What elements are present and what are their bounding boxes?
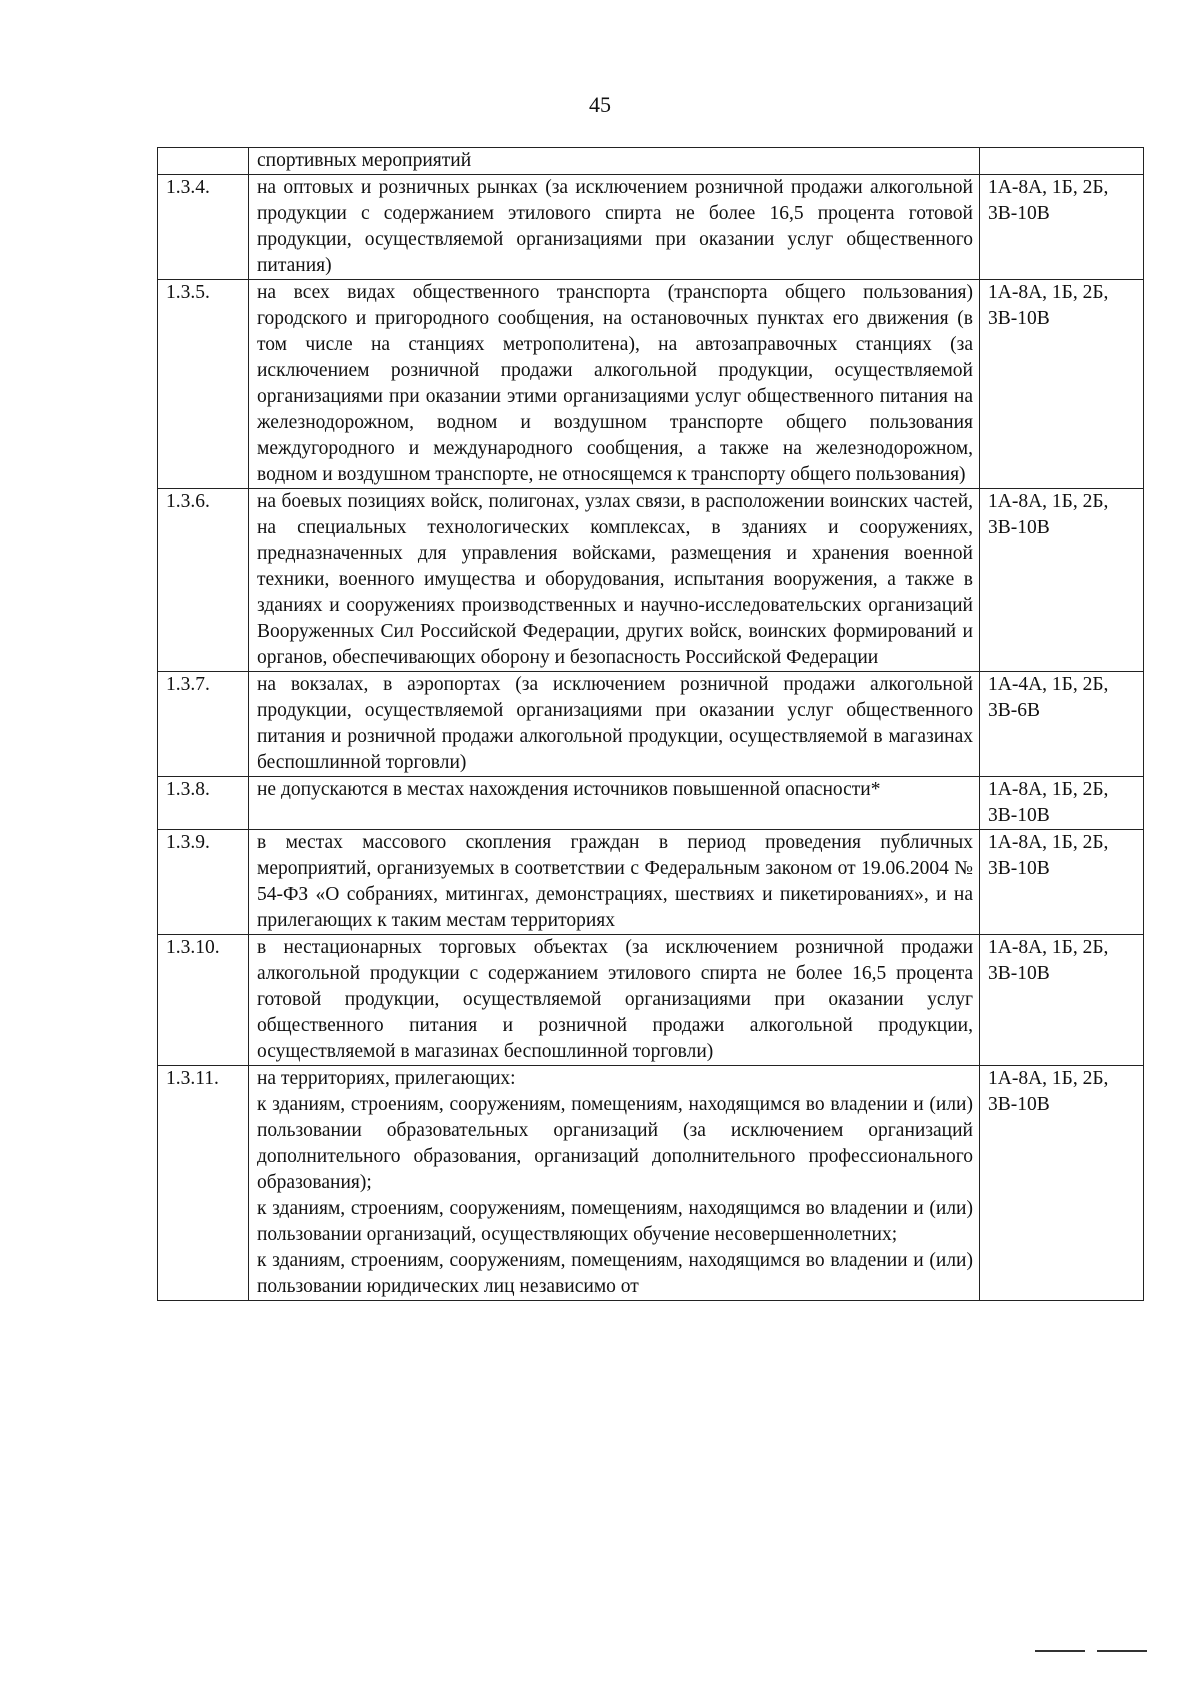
row-codes: 1А-8А, 1Б, 2Б, 3В-10В: [980, 935, 1144, 1066]
row-text-line: не допускаются в местах нахождения источников повышенной опасности*: [257, 779, 881, 800]
row-text: [249, 489, 980, 672]
row-number: 1.3.8.: [158, 777, 249, 830]
table-row: [158, 830, 1144, 935]
row-codes: 1А-8А, 1Б, 2Б, 3В-10В: [980, 830, 1144, 935]
row-number: [158, 148, 249, 175]
row-text-line: к зданиям, строениям, сооружениям, помещениям, находящимся во владении и (или) пользовании образовательных организаций (за исключением организаций дополнительного образования, организаций дополнительного профессионального образования);: [257, 1094, 973, 1193]
table-row: [158, 1066, 1144, 1301]
row-text: [249, 280, 980, 489]
row-codes: [980, 148, 1144, 175]
table-row: [158, 280, 1144, 489]
row-text-line: спортивных мероприятий: [257, 150, 472, 171]
row-text-line: на оптовых и розничных рынках (за исключением розничной продажи алкогольной продукции с содержанием этилового спирта не более 16,5 процента готовой продукции, осуществляемой организациями при оказании услуг общественного питания): [257, 177, 973, 276]
footer-rule-segment: [1097, 1650, 1147, 1652]
table-row: [158, 148, 1144, 175]
footer-rule: [1035, 1650, 1155, 1652]
row-text: [249, 1066, 980, 1301]
row-number: 1.3.10.: [158, 935, 249, 1066]
row-text-line: на территориях, прилегающих:: [257, 1068, 516, 1089]
row-text-line: в нестационарных торговых объектах (за исключением розничной продажи алкогольной продукции с содержанием этилового спирта не более 16,5 процента готовой продукции, осуществляемой организациями при оказании услуг общественного питания и розничной продажи алкогольной продукции, осуществляемой в магазинах беспошлинной торговли): [257, 937, 973, 1062]
page-number: 45: [589, 92, 611, 117]
row-number: 1.3.6.: [158, 489, 249, 672]
row-text-line: в местах массового скопления граждан в период проведения публичных мероприятий, организуемых в соответствии с Федеральным законом от 19.06.2004 № 54-ФЗ «О собраниях, митингах, демонстрациях, шествиях и пикетированиях», и на прилегающих к таким местам территориях: [257, 832, 973, 931]
row-text: [249, 672, 980, 777]
row-number: 1.3.9.: [158, 830, 249, 935]
table-row: [158, 777, 1144, 830]
table-row: [158, 935, 1144, 1066]
row-number: 1.3.5.: [158, 280, 249, 489]
row-text: [249, 830, 980, 935]
row-number: 1.3.4.: [158, 175, 249, 280]
row-codes: 1А-8А, 1Б, 2Б, 3В-10В: [980, 280, 1144, 489]
row-codes: 1А-4А, 1Б, 2Б, 3В-6В: [980, 672, 1144, 777]
footer-rule-segment: [1035, 1650, 1085, 1652]
row-text-line: на боевых позициях войск, полигонах, узлах связи, в расположении воинских частей, на специальных технологических комплексах, в зданиях и сооружениях, предназначенных для управления войсками, размещения и хранения военной техники, военного имущества и оборудования, испытания вооружения, а также в зданиях и сооружениях производственных и научно-исследовательских организаций Вооруженных Сил Российской Федерации, других войск, воинских формирований и органов, обеспечивающих оборону и безопасность Российской Федерации: [257, 491, 973, 668]
table-row: [158, 489, 1144, 672]
row-text: [249, 935, 980, 1066]
row-text-line: на вокзалах, в аэропортах (за исключением розничной продажи алкогольной продукции, осуществляемой организациями при оказании услуг общественного питания и розничной продажи алкогольной продукции, осуществляемой в магазинах беспошлинной торговли): [257, 674, 973, 773]
row-text: [249, 148, 980, 175]
row-codes: 1А-8А, 1Б, 2Б, 3В-10В: [980, 489, 1144, 672]
row-codes: 1А-8А, 1Б, 2Б, 3В-10В: [980, 175, 1144, 280]
row-codes: 1А-8А, 1Б, 2Б, 3В-10В: [980, 1066, 1144, 1301]
row-text-line: на всех видах общественного транспорта (транспорта общего пользования) городского и пригородного сообщения, на остановочных пунктах его движения (в том числе на станциях метрополитена), на автозаправочных станциях (за исключением розничной продажи алкогольной продукции, осуществляемой организациями при оказании этими организациями услуг общественного питания на железнодорожном, водном и воздушном транспорте общего пользования междугородного и международного сообщения, а также на железнодорожном, водном и воздушном транспорте, не относящемся к транспорту общего пользования): [257, 282, 973, 485]
row-number: 1.3.11.: [158, 1066, 249, 1301]
table-row: [158, 175, 1144, 280]
row-text: [249, 175, 980, 280]
row-text-line: к зданиям, строениям, сооружениям, помещениям, находящимся во владении и (или) пользовании организаций, осуществляющих обучение несовершеннолетних;: [257, 1198, 973, 1245]
row-codes: 1А-8А, 1Б, 2Б, 3В-10В: [980, 777, 1144, 830]
row-text-line: к зданиям, строениям, сооружениям, помещениям, находящимся во владении и (или) пользовании юридических лиц независимо от: [257, 1250, 973, 1297]
row-number: 1.3.7.: [158, 672, 249, 777]
row-text: [249, 777, 980, 830]
table-row: [158, 672, 1144, 777]
restrictions-table: [157, 147, 1144, 1301]
